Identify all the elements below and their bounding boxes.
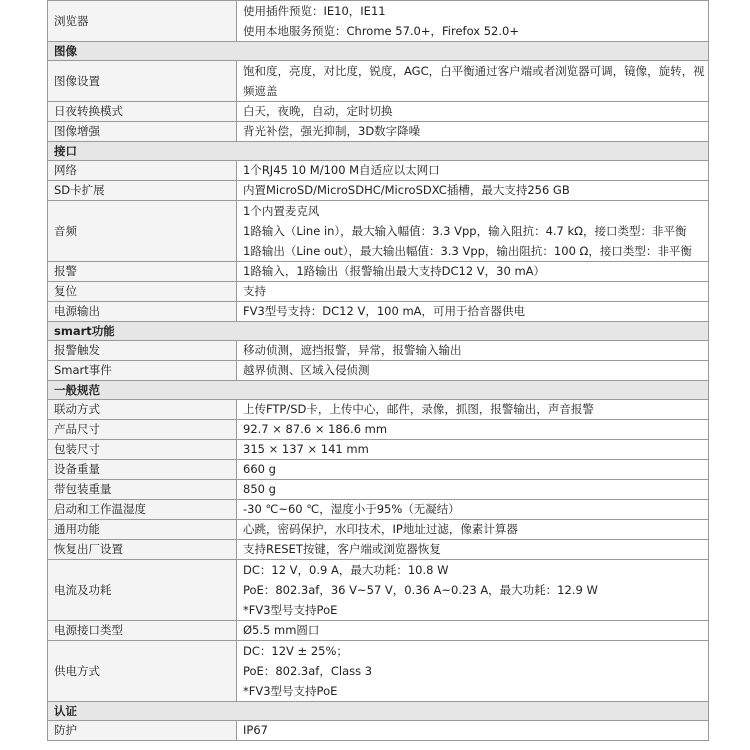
spec-label: 包装尺寸 (48, 440, 237, 460)
section-header: smart功能 (48, 322, 709, 341)
spec-label: 报警 (48, 262, 237, 282)
spec-value (237, 621, 709, 641)
spec-row (48, 161, 709, 181)
spec-value-line: DC：12 V，0.9 A，最大功耗：10.8 W (243, 563, 449, 577)
spec-value-line: 1个RJ45 10 M/100 M自适应以太网口 (243, 163, 440, 177)
spec-value-line: IP67 (243, 723, 268, 737)
spec-row (48, 500, 709, 520)
spec-value-line: 白天，夜晚，自动，定时切换 (243, 104, 393, 118)
spec-row (48, 262, 709, 282)
spec-value (237, 560, 709, 621)
spec-value-line: 频遮盖 (243, 84, 278, 98)
spec-value-line: 1路输入，1路输出（报警输出最大支持DC12 V，30 mA） (243, 264, 546, 278)
section-header: 接口 (48, 142, 709, 161)
spec-value-line: 使用本地服务预览：Chrome 57.0+，Firefox 52.0+ (243, 24, 519, 38)
spec-value (237, 1, 709, 42)
spec-row (48, 302, 709, 322)
spec-row (48, 520, 709, 540)
spec-value (237, 262, 709, 282)
spec-row (48, 420, 709, 440)
spec-value-line: Ø5.5 mm圆口 (243, 623, 320, 637)
section-header-row (48, 42, 709, 61)
spec-value (237, 161, 709, 181)
spec-value-line: PoE：802.3af，Class 3 (243, 664, 373, 678)
spec-value (237, 361, 709, 381)
spec-row (48, 721, 709, 741)
spec-row (48, 102, 709, 122)
spec-label: 音频 (48, 201, 237, 262)
spec-value (237, 440, 709, 460)
spec-table (47, 0, 709, 741)
spec-value-line: 支持RESET按键，客户端或浏览器恢复 (243, 542, 441, 556)
spec-row (48, 400, 709, 420)
spec-label: SD卡扩展 (48, 181, 237, 201)
spec-label: 通用功能 (48, 520, 237, 540)
spec-value (237, 122, 709, 142)
section-header: 认证 (48, 702, 709, 721)
spec-label: 图像增强 (48, 122, 237, 142)
spec-row (48, 460, 709, 480)
spec-label: 带包装重量 (48, 480, 237, 500)
spec-label: 供电方式 (48, 641, 237, 702)
section-header-row (48, 322, 709, 341)
spec-row (48, 341, 709, 361)
section-header-row (48, 142, 709, 161)
spec-value-line: PoE：802.3af，36 V~57 V，0.36 A~0.23 A，最大功耗：12.9 W (243, 583, 598, 597)
spec-label: 启动和工作温湿度 (48, 500, 237, 520)
spec-value-line: 移动侦测，遮挡报警，异常，报警输入输出 (243, 343, 462, 357)
spec-value-line: 饱和度，亮度，对比度，锐度，AGC，白平衡通过客户端或者浏览器可调，镜像，旋转，视 (243, 64, 705, 78)
spec-value-line: 越界侦测、区域入侵侦测 (243, 363, 370, 377)
spec-value-line: *FV3型号支持PoE (243, 603, 338, 617)
spec-value (237, 520, 709, 540)
spec-value (237, 102, 709, 122)
spec-label: 防护 (48, 721, 237, 741)
section-header-row (48, 702, 709, 721)
spec-label: 电源接口类型 (48, 621, 237, 641)
spec-value (237, 61, 709, 102)
spec-value (237, 480, 709, 500)
spec-value-line: 850 g (243, 482, 276, 496)
spec-value-line: 内置MicroSD/MicroSDHC/MicroSDXC插槽，最大支持256 GB (243, 183, 570, 197)
spec-value-line: DC：12V ± 25%； (243, 644, 348, 658)
spec-value-line: 1路输出（Line out），最大输出幅值：3.3 Vpp，输出阻抗：100 Ω，接口类型：非平衡 (243, 244, 692, 258)
spec-table-body (48, 1, 709, 741)
spec-value-line: FV3型号支持：DC12 V，100 mA，可用于拾音器供电 (243, 304, 526, 318)
spec-value-line: 上传FTP/SD卡，上传中心，邮件，录像，抓图，报警输出，声音报警 (243, 402, 594, 416)
spec-row (48, 560, 709, 621)
spec-label: 网络 (48, 161, 237, 181)
spec-value-line: 315 × 137 × 141 mm (243, 442, 369, 456)
spec-value-line: 1路输入（Line in），最大输入幅值：3.3 Vpp，输入阻抗：4.7 kΩ，接口类型：非平衡 (243, 224, 687, 238)
section-header-row (48, 381, 709, 400)
spec-value (237, 721, 709, 741)
spec-row (48, 201, 709, 262)
spec-value-line: 92.7 × 87.6 × 186.6 mm (243, 422, 388, 436)
spec-value (237, 540, 709, 560)
spec-row (48, 122, 709, 142)
spec-value (237, 500, 709, 520)
spec-row (48, 181, 709, 201)
spec-value-line: 1个内置麦克风 (243, 204, 320, 218)
spec-row (48, 440, 709, 460)
spec-label: 设备重量 (48, 460, 237, 480)
spec-value-line: 660 g (243, 462, 276, 476)
spec-label: 报警触发 (48, 341, 237, 361)
spec-value (237, 400, 709, 420)
spec-label: 电流及功耗 (48, 560, 237, 621)
spec-value-line: *FV3型号支持PoE (243, 684, 338, 698)
spec-value-line: 心跳，密码保护，水印技术，IP地址过滤，像素计算器 (243, 522, 518, 536)
section-header: 图像 (48, 42, 709, 61)
section-header: 一般规范 (48, 381, 709, 400)
spec-value-line: -30 ℃~60 ℃，湿度小于95%（无凝结） (243, 502, 460, 516)
spec-label: 产品尺寸 (48, 420, 237, 440)
spec-value (237, 641, 709, 702)
spec-row (48, 361, 709, 381)
spec-label: Smart事件 (48, 361, 237, 381)
spec-row (48, 282, 709, 302)
spec-value (237, 201, 709, 262)
spec-row (48, 480, 709, 500)
spec-label: 复位 (48, 282, 237, 302)
spec-label: 浏览器 (48, 1, 237, 42)
spec-value-line: 背光补偿，强光抑制，3D数字降噪 (243, 124, 421, 138)
spec-row (48, 641, 709, 702)
spec-row (48, 621, 709, 641)
spec-value (237, 460, 709, 480)
spec-value-line: 支持 (243, 284, 266, 298)
spec-value (237, 282, 709, 302)
spec-value (237, 302, 709, 322)
spec-label: 联动方式 (48, 400, 237, 420)
spec-value (237, 181, 709, 201)
spec-value (237, 420, 709, 440)
spec-row (48, 540, 709, 560)
spec-label: 恢复出厂设置 (48, 540, 237, 560)
spec-value (237, 341, 709, 361)
spec-label: 日夜转换模式 (48, 102, 237, 122)
spec-label: 电源输出 (48, 302, 237, 322)
spec-value-line: 使用插件预览：IE10，IE11 (243, 4, 386, 18)
spec-label: 图像设置 (48, 61, 237, 102)
spec-row (48, 1, 709, 42)
spec-row (48, 61, 709, 102)
